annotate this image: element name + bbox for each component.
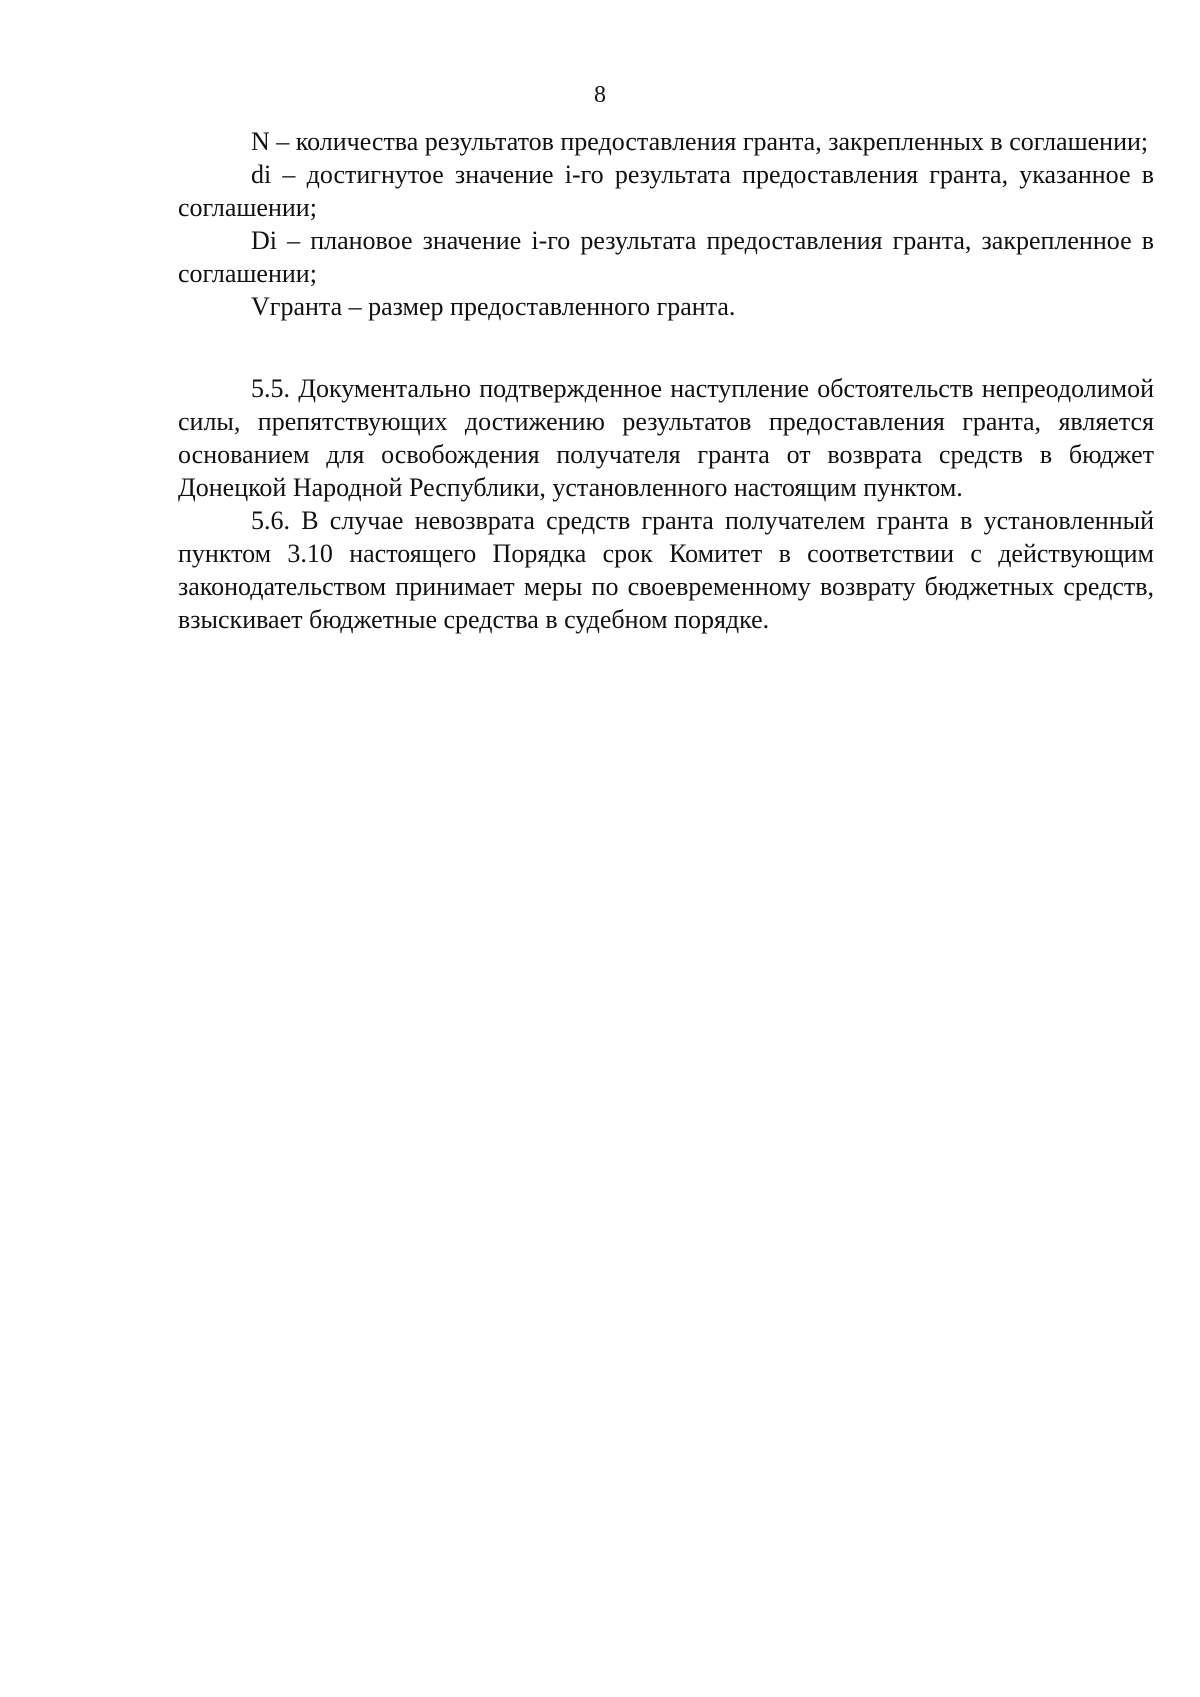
document-sections <box>178 372 1154 636</box>
definition-vgranta: Vгранта – размер предоставленного гранта. <box>251 292 736 321</box>
formula-definitions <box>178 125 1154 323</box>
page-number: 8 <box>594 82 606 108</box>
definition-Di: Di – плановое значение i-го результата предоставления гранта, закрепленное в соглашении; <box>178 226 1154 288</box>
section-5-6: 5.6. В случае невозврата средств гранта получателем гранта в установленный пунктом 3.10 настоящего Порядка срок Комитет в соответствии с действующим законодательством принимает меры по своевременному возврату бюджетных средств, взыскивает бюджетные средства в судебном порядке. <box>178 506 1154 634</box>
definition-n: N – количества результатов предоставления гранта, закрепленных в соглашении; <box>251 127 1149 156</box>
definition-di: di – достигнутое значение i-го результата предоставления гранта, указанное в соглашении; <box>178 160 1154 222</box>
section-5-5: 5.5. Документально подтвержденное наступление обстоятельств непреодолимой силы, препятствующих достижению результатов предоставления гранта, является основанием для освобождения получателя гранта от возврата средств в бюджет Донецкой Народной Республики, установленного настоящим пунктом. <box>178 374 1154 502</box>
